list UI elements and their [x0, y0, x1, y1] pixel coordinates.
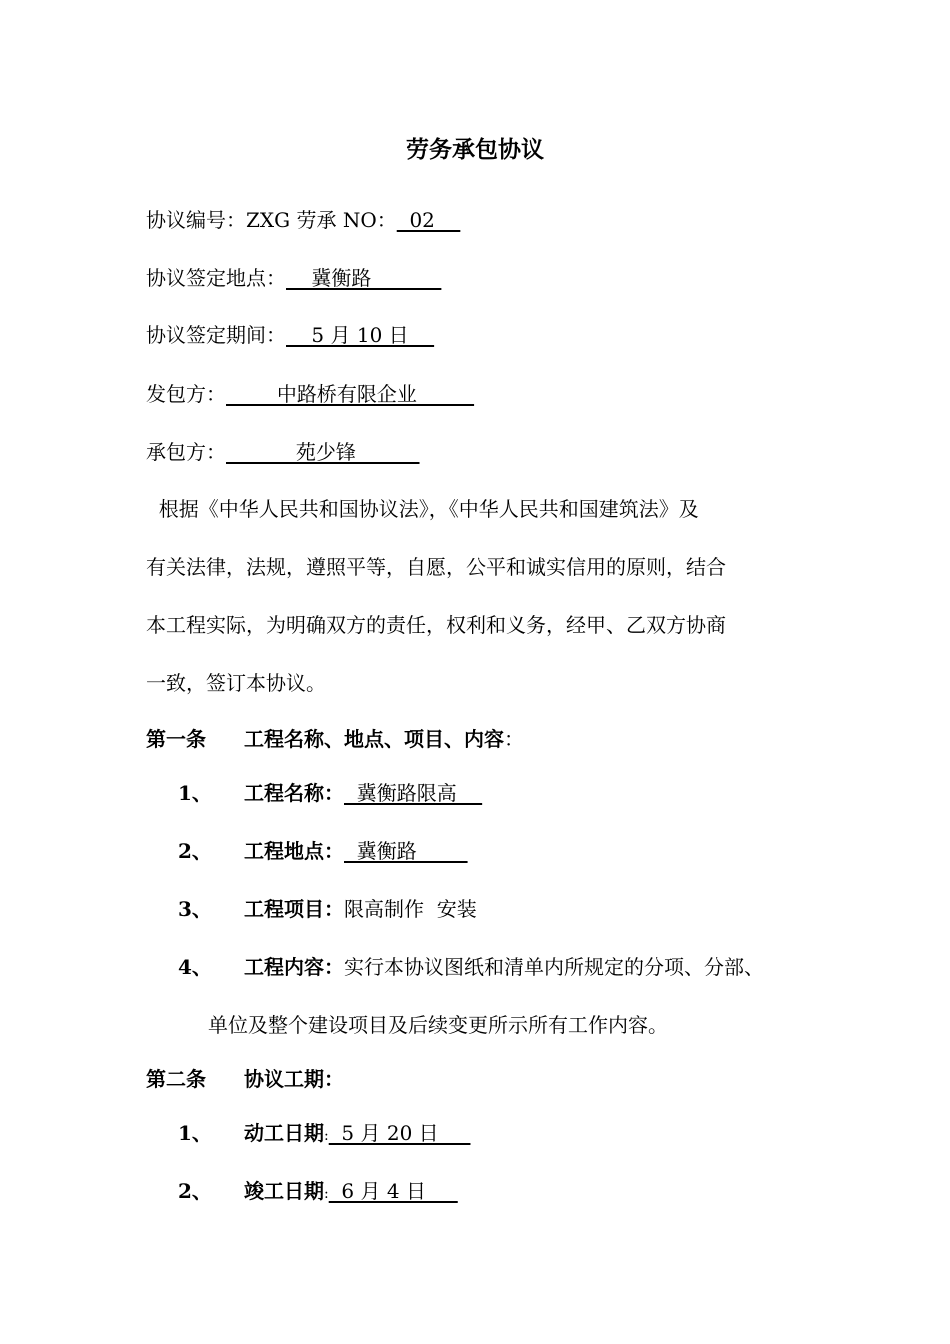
contractor-label: 承包方： — [146, 440, 226, 464]
document-title: 劳务承包协议 — [406, 136, 544, 163]
start-date-colon: : — [324, 1128, 329, 1144]
article-1-title-text: 工程名称、地点、项目、内容 — [244, 727, 504, 751]
employer-value: 中路桥有限企业 — [226, 382, 475, 406]
article-1-item-3 — [244, 896, 477, 922]
project-content-label: 工程内容： — [244, 955, 344, 979]
article-1-item-2-number: 2、 — [178, 839, 212, 863]
project-name-label: 工程名称： — [244, 781, 344, 805]
start-date-label: 动工日期 — [244, 1121, 324, 1145]
article-1-item-3-number: 3、 — [178, 897, 212, 921]
project-items-value: 限高制作 安装 — [344, 897, 477, 921]
employer-line — [146, 381, 474, 407]
preamble-line-2: 有关法律，法规，遵照平等，自愿，公平和诚实信用的原则，结合 — [146, 555, 726, 579]
article-2-title: 协议工期： — [244, 1067, 344, 1091]
contractor-value: 苑少锋 — [226, 440, 420, 464]
preamble-line-4: 一致，签订本协议。 — [146, 671, 326, 695]
article-1-item-4-number: 4、 — [178, 955, 212, 979]
article-1-item-1-number: 1、 — [178, 781, 212, 805]
article-2-item-2-number: 2、 — [178, 1179, 212, 1203]
signing-date-value: 5 月 10 日 — [286, 323, 435, 347]
article-1-title-colon: ： — [504, 727, 524, 751]
completion-date-colon: : — [324, 1186, 329, 1202]
agreement-number-value: 02 — [396, 208, 461, 232]
completion-date-value: 6 月 4 日 — [328, 1179, 458, 1203]
signing-date-line — [146, 322, 434, 348]
signing-place-line — [146, 265, 441, 291]
project-name-value: 冀衡路限高 — [344, 781, 483, 805]
preamble-line-3: 本工程实际，为明确双方的责任，权利和义务，经甲、乙双方协商 — [146, 613, 726, 637]
article-1-item-4 — [244, 954, 764, 980]
project-content-continuation: 单位及整个建设项目及后续变更所示所有工作内容。 — [208, 1013, 668, 1037]
project-location-value: 冀衡路 — [344, 839, 468, 863]
signing-place-label: 协议签定地点： — [146, 266, 286, 290]
article-2-item-1-number: 1、 — [178, 1121, 212, 1145]
article-2-item-1 — [244, 1120, 470, 1149]
article-2-item-2 — [244, 1178, 458, 1207]
signing-date-label: 协议签定期间： — [146, 323, 286, 347]
agreement-number-label: 协议编号：ZXG 劳承 NO： — [146, 208, 397, 232]
article-1-label: 第一条 — [146, 727, 206, 751]
start-date-value: 5 月 20 日 — [328, 1121, 471, 1145]
contractor-line — [146, 439, 420, 465]
completion-date-label: 竣工日期 — [244, 1179, 324, 1203]
agreement-number-line — [146, 207, 460, 233]
article-1-title — [244, 726, 524, 752]
article-1-item-1 — [244, 780, 482, 806]
project-content-value: 实行本协议图纸和清单内所规定的分项、分部、 — [344, 955, 764, 979]
employer-label: 发包方： — [146, 382, 226, 406]
project-location-label: 工程地点： — [244, 839, 344, 863]
signing-place-value: 冀衡路 — [286, 266, 442, 290]
article-1-item-2 — [244, 838, 468, 864]
article-2-label: 第二条 — [146, 1067, 206, 1091]
project-items-label: 工程项目： — [244, 897, 344, 921]
preamble-line-1: 根据《中华人民共和国协议法》，《中华人民共和国建筑法》及 — [146, 497, 699, 521]
